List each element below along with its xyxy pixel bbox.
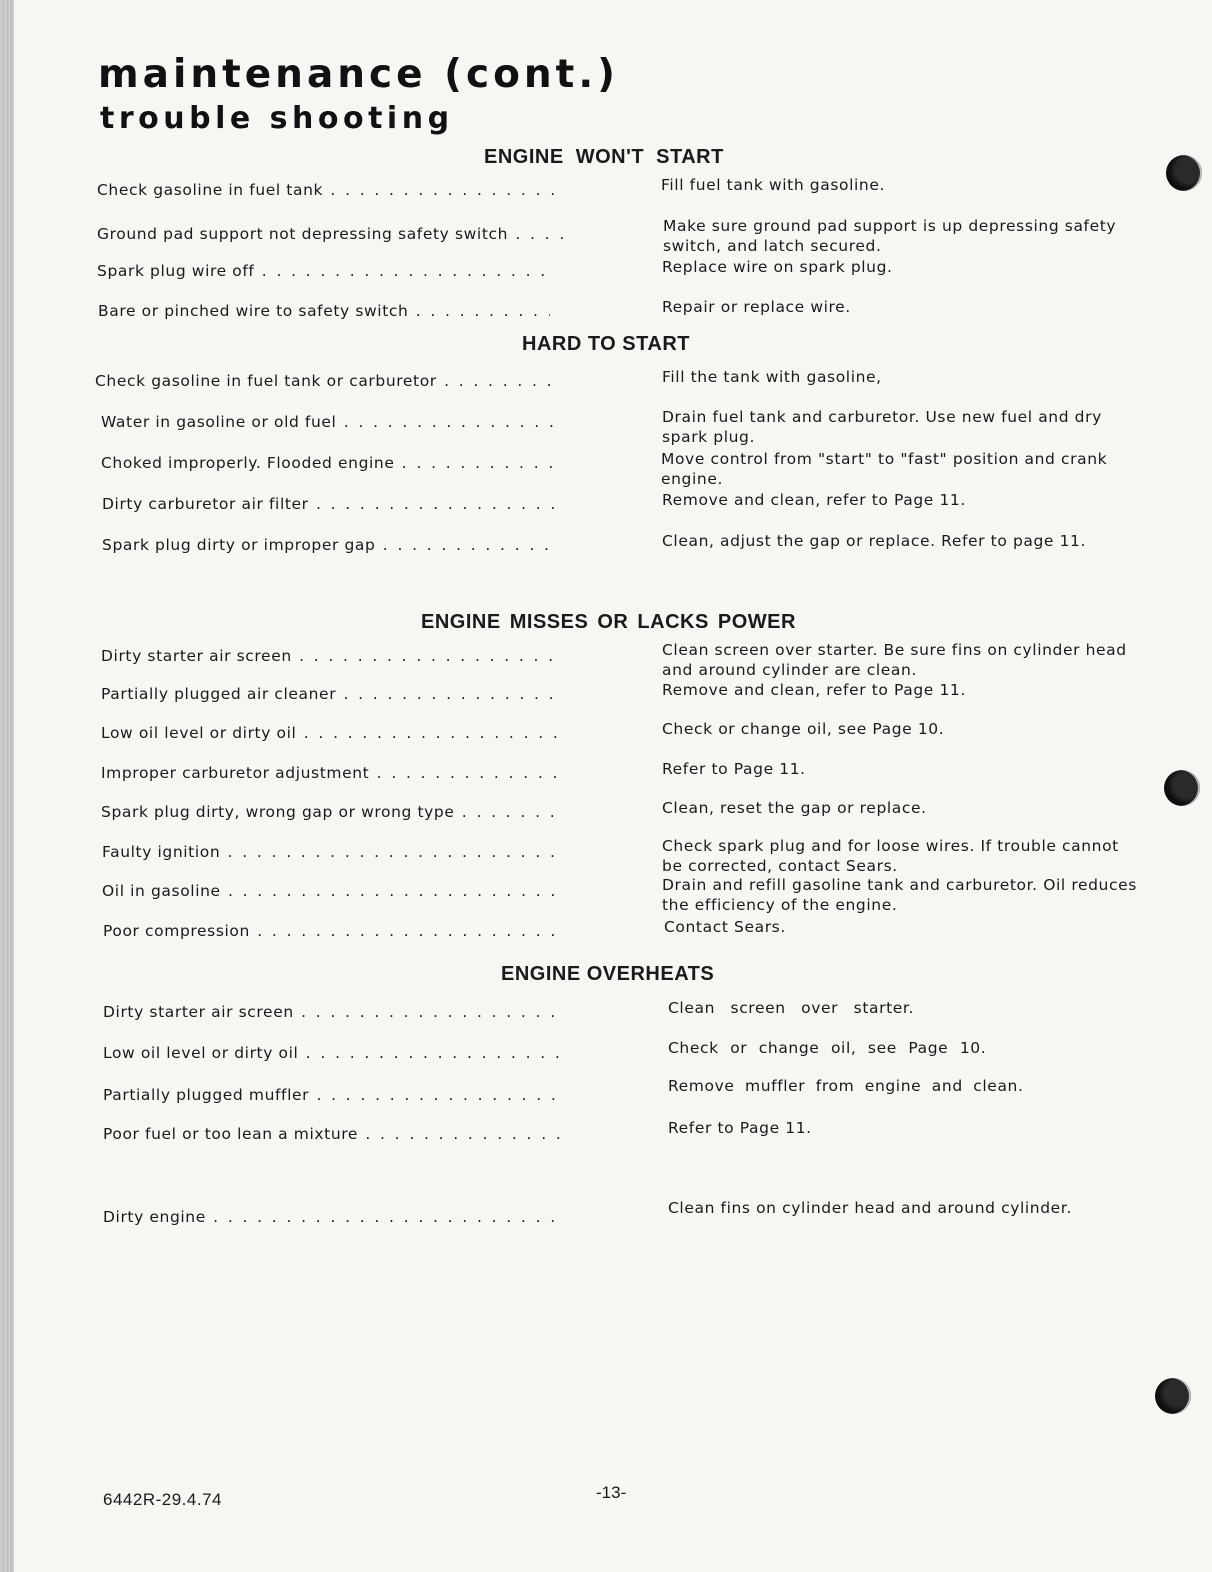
trouble-cause: Low oil level or dirty oil . . . (103, 1043, 563, 1063)
trouble-cause: Poor fuel or too lean a mixture . . . (103, 1124, 566, 1144)
trouble-remedy: Clean fins on cylinder head and around cylinder. (668, 1199, 1072, 1217)
trouble-cause: Dirty engine . . . (103, 1207, 563, 1227)
trouble-cause: Spark plug dirty, wrong gap or wrong type . . . (101, 802, 566, 822)
trouble-cause: Spark plug dirty or improper gap . . . (102, 535, 560, 555)
trouble-cause: Faulty ignition . . . (102, 842, 560, 862)
section-heading-engine-wont-start: ENGINE WON'T START (484, 146, 724, 168)
trouble-remedy: Move control from "start" to "fast" position and crank engine. (661, 450, 1108, 488)
trouble-cause: Dirty starter air screen . . . (103, 1002, 560, 1022)
trouble-cause: Check gasoline in fuel tank . . . (97, 180, 559, 200)
page-subtitle: trouble shooting (100, 101, 454, 136)
section-heading-hard-to-start: HARD TO START (522, 333, 690, 355)
trouble-remedy: Contact Sears. (664, 918, 786, 936)
trouble-remedy: Refer to Page 11. (662, 760, 806, 778)
trouble-remedy: Remove muffler from engine and clean. (668, 1077, 1024, 1095)
document-code: 6442R-29.4.74 (103, 1490, 222, 1509)
trouble-cause: Spark plug wire off . . . (97, 261, 549, 281)
trouble-cause: Water in gasoline or old fuel . . . (101, 412, 560, 432)
trouble-remedy: Clean, reset the gap or replace. (662, 799, 927, 817)
page-number: -13- (596, 1483, 627, 1502)
trouble-cause: Partially plugged air cleaner . . . (101, 684, 560, 704)
trouble-remedy: Fill the tank with gasoline, (662, 368, 882, 386)
trouble-cause: Bare or pinched wire to safety switch . . . (98, 301, 550, 321)
trouble-remedy: Remove and clean, refer to Page 11. (662, 491, 966, 509)
trouble-cause: Check gasoline in fuel tank or carburetor . . . (95, 371, 555, 391)
trouble-remedy: Fill fuel tank with gasoline. (661, 176, 885, 194)
trouble-remedy: Clean screen over starter. (668, 999, 914, 1017)
page-title: maintenance (cont.) (98, 52, 619, 97)
trouble-cause: Dirty carburetor air filter . . . (102, 494, 560, 514)
trouble-remedy: Refer to Page 11. (668, 1119, 812, 1137)
section-heading-engine-misses: ENGINE MISSES OR LACKS POWER (421, 611, 796, 633)
trouble-remedy: Check or change oil, see Page 10. (668, 1039, 987, 1057)
trouble-remedy: Check spark plug and for loose wires. If trouble cannot be corrected, contact Sears. (662, 837, 1119, 875)
trouble-cause: Oil in gasoline . . . (102, 881, 560, 901)
trouble-remedy: Check or change oil, see Page 10. (662, 720, 945, 738)
trouble-cause: Choked improperly. Flooded engine . . . (101, 453, 560, 473)
trouble-cause: Low oil level or dirty oil . . . (101, 723, 560, 743)
trouble-remedy: Repair or replace wire. (662, 298, 851, 316)
trouble-cause: Ground pad support not depressing safety switch . . . (97, 224, 572, 244)
punch-hole-middle (1164, 770, 1200, 806)
trouble-remedy: Drain fuel tank and carburetor. Use new fuel and dry spark plug. (662, 408, 1102, 446)
trouble-cause: Partially plugged muffler . . . (103, 1085, 566, 1105)
page-binding-edge (0, 0, 14, 1572)
trouble-remedy: Drain and refill gasoline tank and carburetor. Oil reduces the efficiency of the engine. (662, 876, 1137, 914)
trouble-cause: Poor compression . . . (103, 921, 560, 941)
trouble-cause: Improper carburetor adjustment . . . (101, 763, 560, 783)
section-heading-engine-overheats: ENGINE OVERHEATS (501, 963, 715, 985)
trouble-remedy: Make sure ground pad support is up depressing safety switch, and latch secured. (663, 217, 1117, 255)
punch-hole-top (1166, 155, 1202, 191)
trouble-remedy: Clean screen over starter. Be sure fins on cylinder head and around cylinder are clean. (662, 641, 1127, 679)
trouble-remedy: Clean, adjust the gap or replace. Refer to page 11. (662, 532, 1087, 550)
trouble-cause: Dirty starter air screen . . . (101, 646, 560, 666)
trouble-remedy: Replace wire on spark plug. (662, 258, 893, 276)
trouble-remedy: Remove and clean, refer to Page 11. (662, 681, 966, 699)
punch-hole-bottom (1155, 1378, 1191, 1414)
